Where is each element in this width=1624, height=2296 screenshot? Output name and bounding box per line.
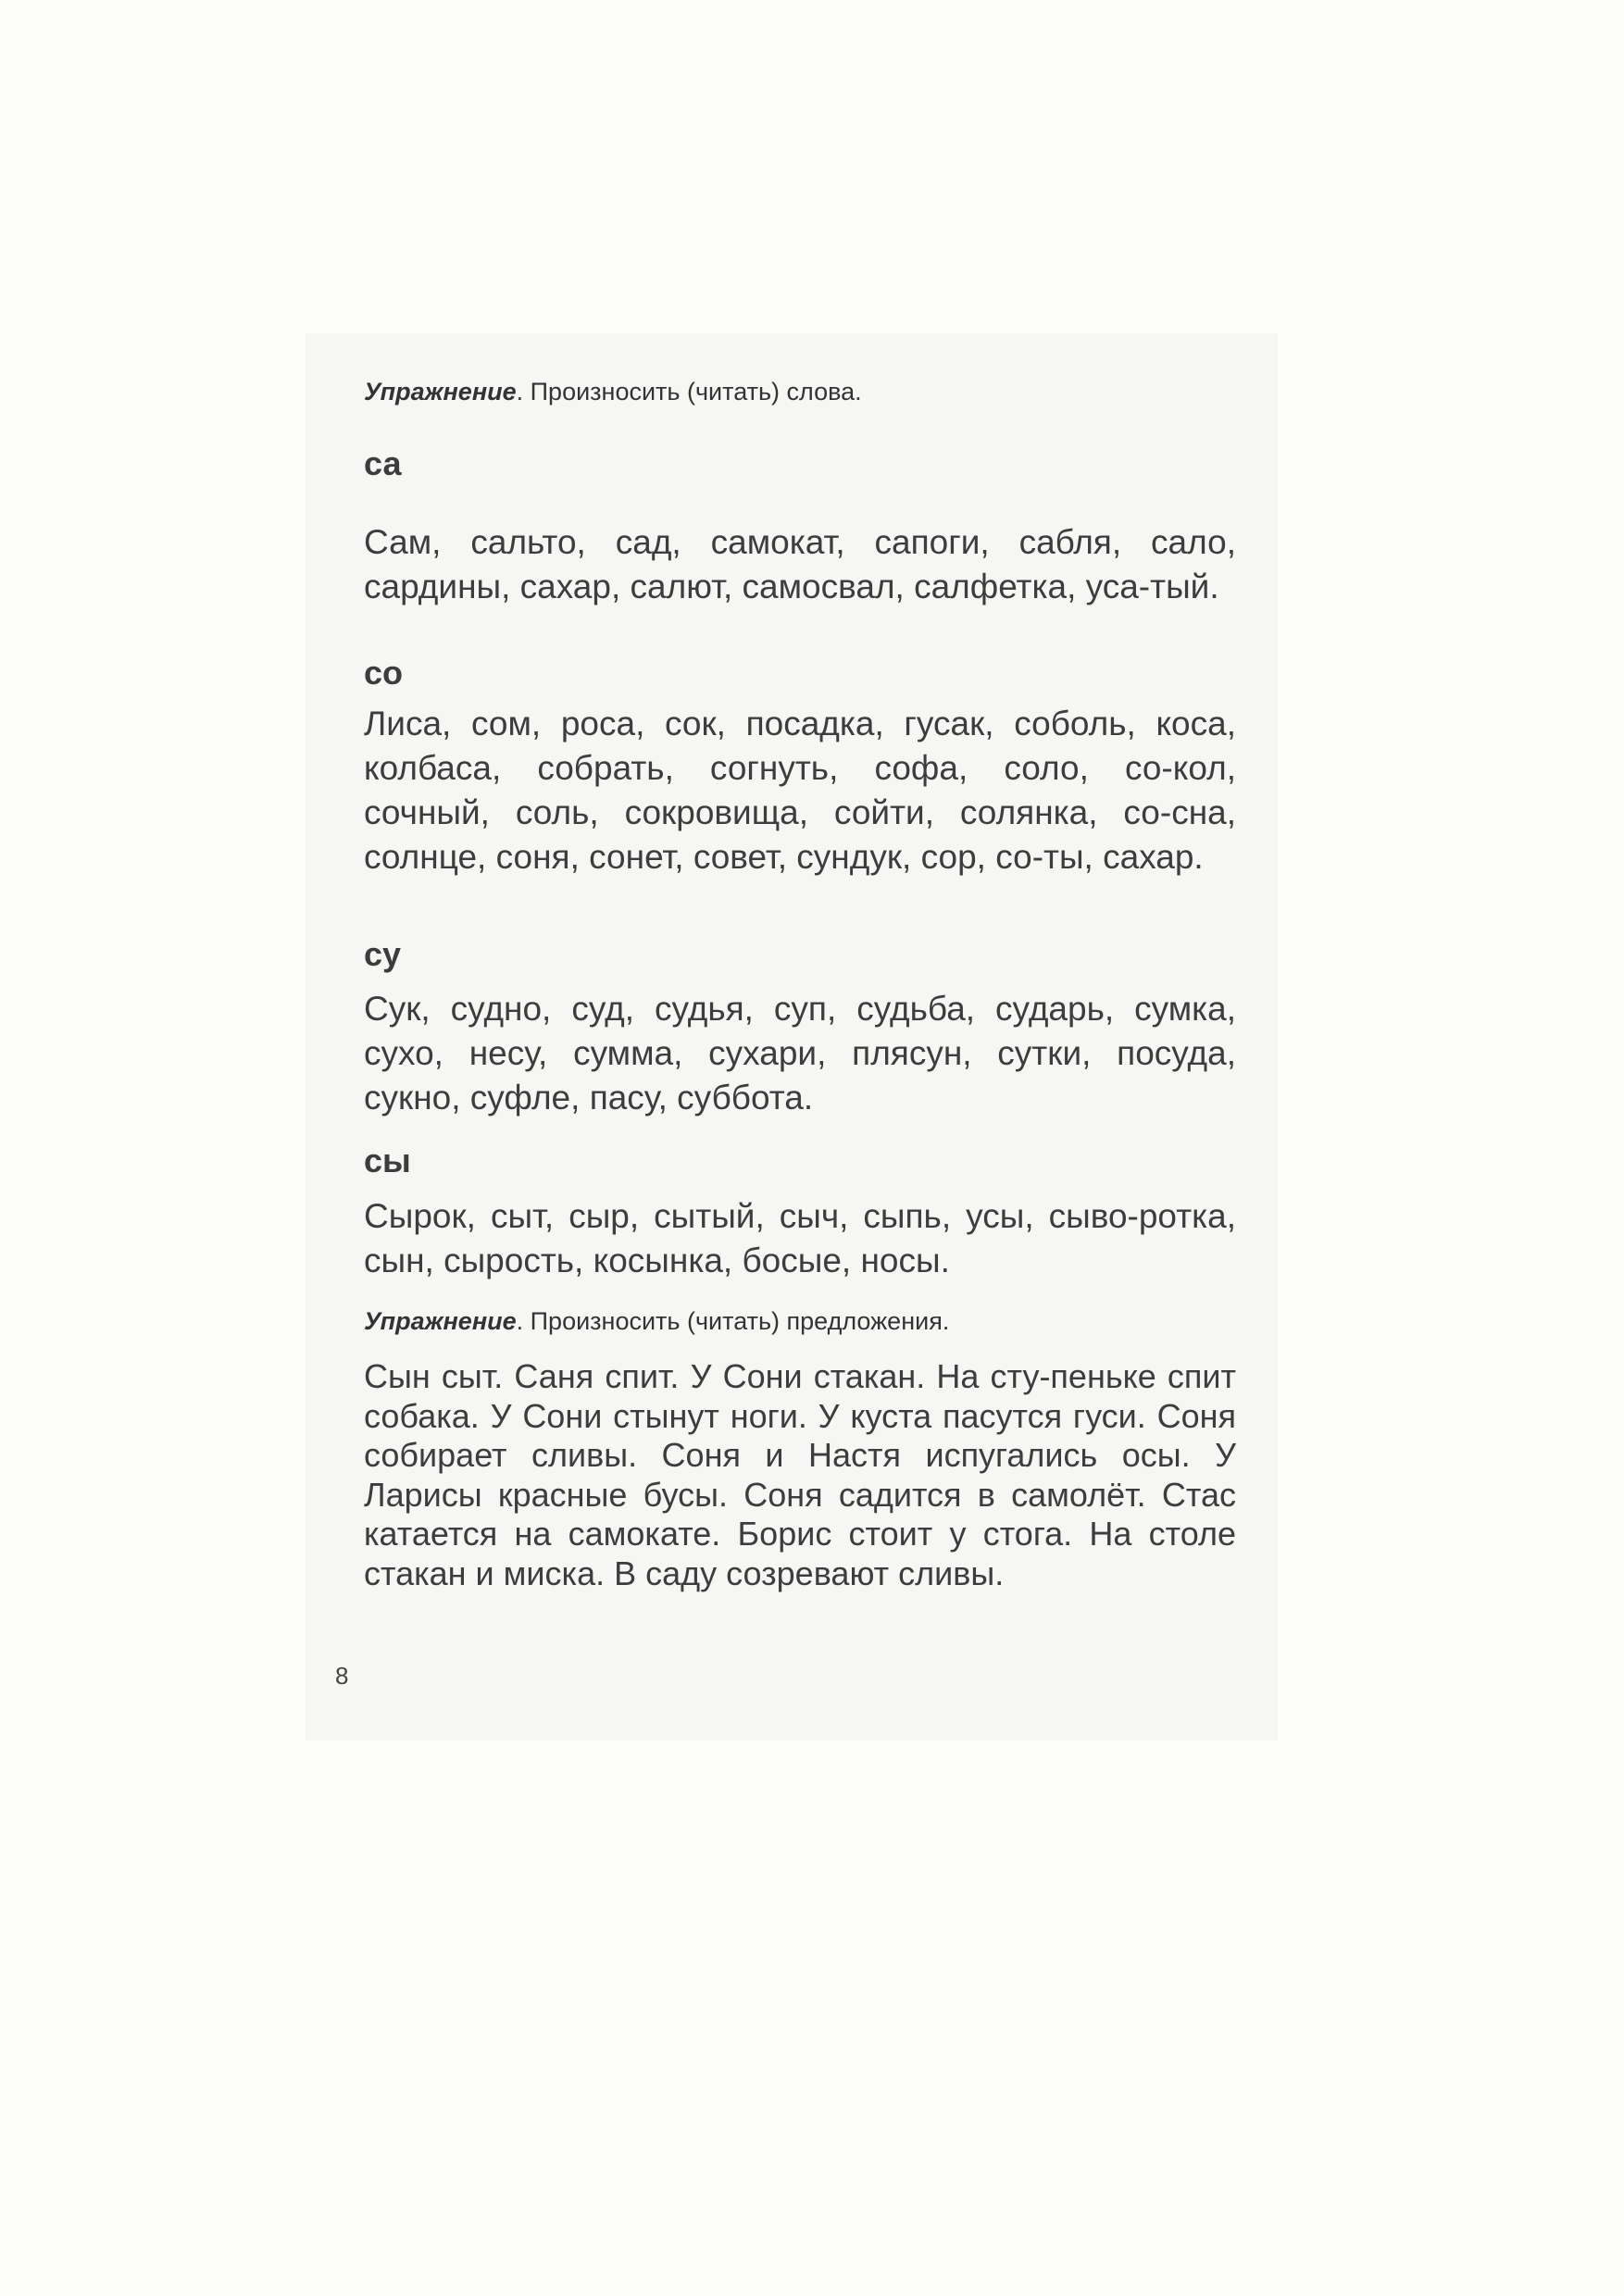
exercise-label: Упражнение	[364, 378, 517, 406]
syllable-heading-so: со	[364, 654, 404, 692]
word-list-sa: Сам, сальто, сад, самокат, сапоги, сабля, сало, сардины, сахар, салют, самосвал, салфетка, уса-тый.	[364, 523, 1236, 605]
page-number: 8	[335, 1662, 349, 1690]
sentence-paragraph: Сын сыт. Саня спит. У Сони стакан. На сту-пеньке спит собака. У Сони стынут ноги. У куста пасутся гуси. Соня собирает сливы. Соня и Настя испугались осы. У Ларисы красные бусы. Соня садится в самолёт. Стас катается на самокате. Борис стоит у стога. На столе стакан и миска. В саду созревают сливы.	[364, 1357, 1236, 1592]
syllable-heading-sa: са	[364, 444, 402, 482]
syllable-heading-su: су	[364, 935, 402, 973]
exercise-words-heading	[364, 378, 1236, 406]
exercise-instruction: . Произносить (читать) слова.	[516, 378, 862, 406]
word-list-su: Сук, судно, суд, судья, суп, судьба, сударь, сумка, сухо, несу, сумма, сухари, плясун, сутки, посуда, сукно, суфле, пасу, суббота.	[364, 990, 1236, 1117]
exercise-label: Упражнение	[364, 1307, 517, 1335]
exercise-sentences-heading	[364, 1307, 1236, 1336]
word-list-sy: Сырок, сыт, сыр, сытый, сыч, сыпь, усы, сыво-ротка, сын, сырость, косынка, босые, носы.	[364, 1197, 1236, 1279]
word-list-so: Лиса, сом, роса, сок, посадка, гусак, соболь, коса, колбаса, собрать, согнуть, софа, соло, со-кол, сочный, соль, сокровища, сойти, солянка, со-сна, солнце, соня, сонет, совет, сундук, сор, со-ты, сахар.	[364, 705, 1236, 876]
exercise-instruction: . Произносить (читать) предложения.	[516, 1307, 950, 1335]
syllable-heading-sy: сы	[364, 1142, 411, 1179]
